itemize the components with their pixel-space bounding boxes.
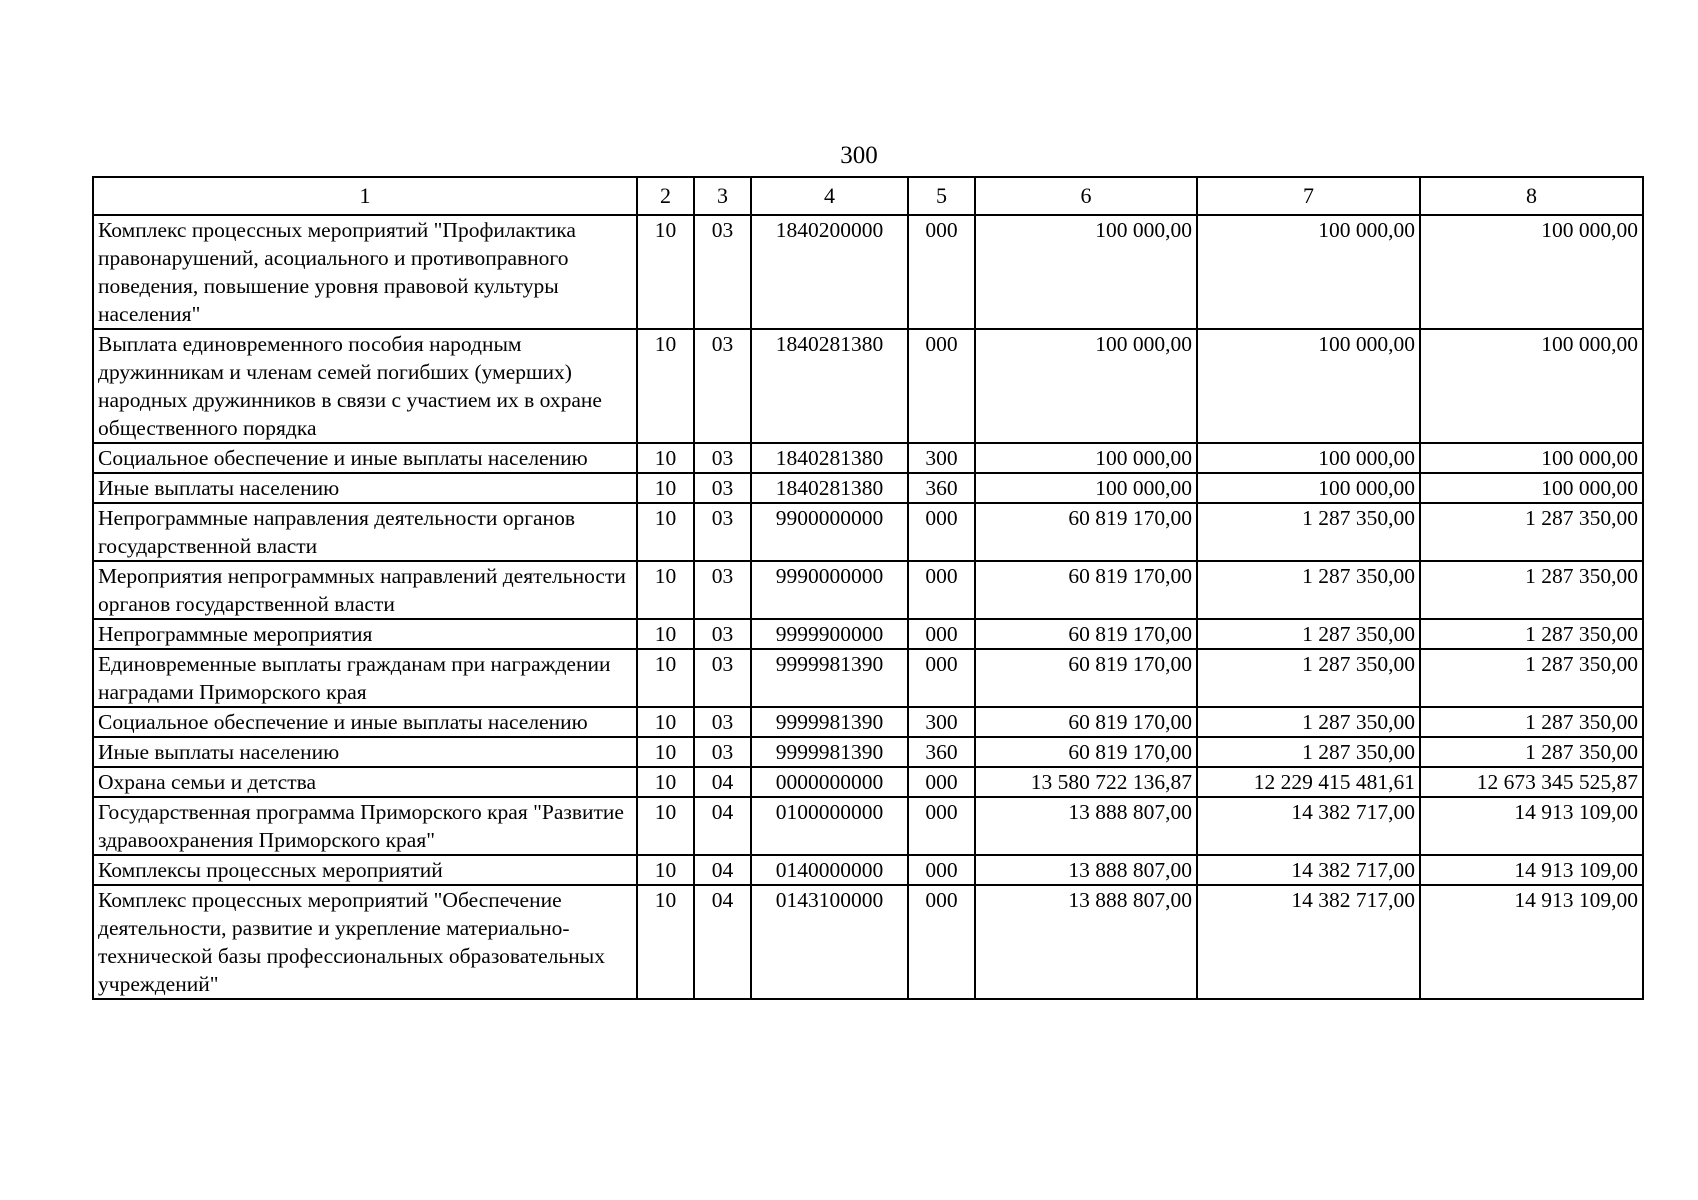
target-article-cell: 1840200000 [751,215,908,329]
row-name-cell: Непрограммные мероприятия [93,619,637,649]
section-code-cell: 10 [637,503,694,561]
subsection-code-cell: 03 [694,215,751,329]
target-article-cell: 9999981390 [751,737,908,767]
table-row [93,561,1643,619]
target-article-cell: 0143100000 [751,885,908,999]
amount-col6-cell: 60 819 170,00 [975,619,1197,649]
amount-col7-cell: 1 287 350,00 [1197,561,1420,619]
amount-col6-cell: 13 580 722 136,87 [975,767,1197,797]
table-body [93,215,1643,999]
amount-col8-cell: 100 000,00 [1420,443,1643,473]
subsection-code-cell: 03 [694,473,751,503]
section-code-cell: 10 [637,215,694,329]
column-header: 8 [1420,177,1643,215]
row-name-cell: Охрана семьи и детства [93,767,637,797]
column-header: 4 [751,177,908,215]
subsection-code-cell: 03 [694,649,751,707]
expense-type-cell: 000 [908,561,975,619]
section-code-cell: 10 [637,619,694,649]
section-code-cell: 10 [637,649,694,707]
expense-type-cell: 000 [908,619,975,649]
subsection-code-cell: 03 [694,329,751,443]
target-article-cell: 9999981390 [751,649,908,707]
amount-col7-cell: 1 287 350,00 [1197,619,1420,649]
section-code-cell: 10 [637,443,694,473]
amount-col7-cell: 100 000,00 [1197,443,1420,473]
table-row [93,329,1643,443]
target-article-cell: 1840281380 [751,329,908,443]
amount-col6-cell: 60 819 170,00 [975,737,1197,767]
page-number: 300 [840,142,878,169]
row-name-cell: Социальное обеспечение и иные выплаты населению [93,707,637,737]
table-row [93,707,1643,737]
amount-col6-cell: 60 819 170,00 [975,649,1197,707]
amount-col6-cell: 100 000,00 [975,473,1197,503]
row-name-cell: Иные выплаты населению [93,737,637,767]
section-code-cell: 10 [637,707,694,737]
section-code-cell: 10 [637,767,694,797]
expense-type-cell: 300 [908,707,975,737]
column-header: 7 [1197,177,1420,215]
expense-type-cell: 300 [908,443,975,473]
amount-col8-cell: 1 287 350,00 [1420,561,1643,619]
amount-col6-cell: 13 888 807,00 [975,885,1197,999]
target-article-cell: 9999900000 [751,619,908,649]
table-row [93,473,1643,503]
section-code-cell: 10 [637,797,694,855]
amount-col8-cell: 14 913 109,00 [1420,855,1643,885]
subsection-code-cell: 04 [694,885,751,999]
amount-col7-cell: 100 000,00 [1197,215,1420,329]
amount-col7-cell: 1 287 350,00 [1197,503,1420,561]
target-article-cell: 9999981390 [751,707,908,737]
amount-col6-cell: 13 888 807,00 [975,855,1197,885]
row-name-cell: Социальное обеспечение и иные выплаты населению [93,443,637,473]
expense-type-cell: 000 [908,503,975,561]
amount-col7-cell: 12 229 415 481,61 [1197,767,1420,797]
amount-col6-cell: 60 819 170,00 [975,707,1197,737]
column-header: 1 [93,177,637,215]
expense-type-cell: 000 [908,885,975,999]
target-article-cell: 0000000000 [751,767,908,797]
target-article-cell: 0140000000 [751,855,908,885]
row-name-cell: Комплекс процессных мероприятий "Профилактика правонарушений, асоциального и противоправного поведения, повышение уровня правовой культуры населения" [93,215,637,329]
table-row [93,797,1643,855]
expense-type-cell: 000 [908,649,975,707]
expense-type-cell: 360 [908,473,975,503]
amount-col8-cell: 1 287 350,00 [1420,503,1643,561]
expense-type-cell: 000 [908,797,975,855]
table-row [93,737,1643,767]
amount-col7-cell: 14 382 717,00 [1197,885,1420,999]
column-header: 3 [694,177,751,215]
section-code-cell: 10 [637,885,694,999]
subsection-code-cell: 04 [694,797,751,855]
amount-col8-cell: 1 287 350,00 [1420,737,1643,767]
amount-col8-cell: 14 913 109,00 [1420,885,1643,999]
section-code-cell: 10 [637,855,694,885]
amount-col7-cell: 100 000,00 [1197,329,1420,443]
subsection-code-cell: 03 [694,737,751,767]
table-row [93,503,1643,561]
target-article-cell: 0100000000 [751,797,908,855]
amount-col6-cell: 100 000,00 [975,329,1197,443]
amount-col7-cell: 1 287 350,00 [1197,737,1420,767]
row-name-cell: Единовременные выплаты гражданам при награждении наградами Приморского края [93,649,637,707]
subsection-code-cell: 03 [694,503,751,561]
amount-col6-cell: 100 000,00 [975,443,1197,473]
column-header: 2 [637,177,694,215]
row-name-cell: Государственная программа Приморского края "Развитие здравоохранения Приморского края" [93,797,637,855]
table-row [93,443,1643,473]
section-code-cell: 10 [637,561,694,619]
expense-type-cell: 000 [908,215,975,329]
table-row [93,855,1643,885]
expense-type-cell: 000 [908,329,975,443]
amount-col8-cell: 1 287 350,00 [1420,649,1643,707]
subsection-code-cell: 04 [694,855,751,885]
target-article-cell: 9900000000 [751,503,908,561]
target-article-cell: 1840281380 [751,473,908,503]
row-name-cell: Комплексы процессных мероприятий [93,855,637,885]
target-article-cell: 9990000000 [751,561,908,619]
amount-col7-cell: 1 287 350,00 [1197,649,1420,707]
row-name-cell: Выплата единовременного пособия народным дружинникам и членам семей погибших (умерших) народных дружинников в связи с участием их в охране общественного порядка [93,329,637,443]
amount-col8-cell: 1 287 350,00 [1420,619,1643,649]
amount-col8-cell: 14 913 109,00 [1420,797,1643,855]
column-header: 5 [908,177,975,215]
subsection-code-cell: 04 [694,767,751,797]
amount-col6-cell: 100 000,00 [975,215,1197,329]
row-name-cell: Мероприятия непрограммных направлений деятельности органов государственной власти [93,561,637,619]
amount-col6-cell: 60 819 170,00 [975,561,1197,619]
section-code-cell: 10 [637,473,694,503]
amount-col7-cell: 1 287 350,00 [1197,707,1420,737]
table-row [93,885,1643,999]
amount-col8-cell: 1 287 350,00 [1420,707,1643,737]
amount-col6-cell: 60 819 170,00 [975,503,1197,561]
subsection-code-cell: 03 [694,707,751,737]
column-header: 6 [975,177,1197,215]
amount-col8-cell: 100 000,00 [1420,329,1643,443]
expense-type-cell: 000 [908,767,975,797]
amount-col8-cell: 100 000,00 [1420,473,1643,503]
subsection-code-cell: 03 [694,561,751,619]
amount-col7-cell: 14 382 717,00 [1197,855,1420,885]
amount-col6-cell: 13 888 807,00 [975,797,1197,855]
target-article-cell: 1840281380 [751,443,908,473]
row-name-cell: Комплекс процессных мероприятий "Обеспечение деятельности, развитие и укрепление материально-технической базы профессиональных образовательных учреждений" [93,885,637,999]
section-code-cell: 10 [637,737,694,767]
budget-table [92,176,1644,1000]
table-row [93,649,1643,707]
expense-type-cell: 000 [908,855,975,885]
section-code-cell: 10 [637,329,694,443]
amount-col8-cell: 12 673 345 525,87 [1420,767,1643,797]
subsection-code-cell: 03 [694,619,751,649]
row-name-cell: Непрограммные направления деятельности органов государственной власти [93,503,637,561]
header-row [93,177,1643,215]
table-row [93,619,1643,649]
table-row [93,767,1643,797]
amount-col7-cell: 100 000,00 [1197,473,1420,503]
amount-col7-cell: 14 382 717,00 [1197,797,1420,855]
amount-col8-cell: 100 000,00 [1420,215,1643,329]
subsection-code-cell: 03 [694,443,751,473]
table-row [93,215,1643,329]
row-name-cell: Иные выплаты населению [93,473,637,503]
expense-type-cell: 360 [908,737,975,767]
